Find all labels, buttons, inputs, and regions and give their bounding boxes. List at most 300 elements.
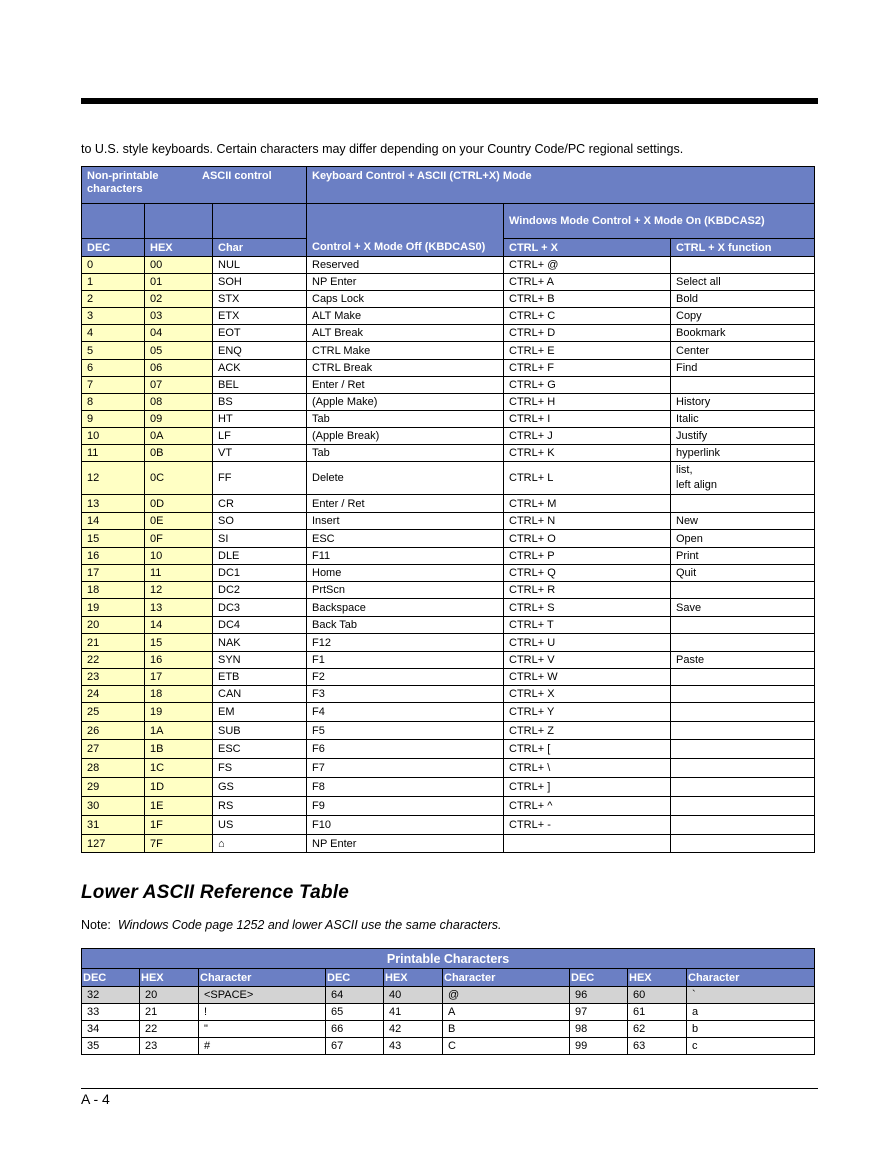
mode-off-cell: F6: [307, 740, 504, 759]
dec-cell: 16: [82, 548, 145, 565]
hex-cell: 01: [145, 274, 213, 291]
hex-cell: 18: [145, 686, 213, 703]
ctrlx-function-cell: [671, 778, 815, 797]
table-row: [82, 722, 815, 740]
dec-cell: 31: [82, 816, 145, 835]
char-cell: STX: [213, 291, 307, 308]
dec-cell: 13: [82, 495, 145, 513]
table-row: [82, 652, 815, 669]
table-row: [82, 634, 815, 652]
dec-cell: 67: [326, 1038, 384, 1055]
hex-cell: 61: [628, 1004, 687, 1021]
ascii-control-label: ASCII control: [202, 170, 272, 182]
mode-off-cell: Reserved: [307, 257, 504, 274]
mode-off-cell: Delete: [307, 462, 504, 495]
col-ctrlx-header: CTRL + X: [504, 239, 671, 257]
mode-off-cell: F3: [307, 686, 504, 703]
dec-cell: 7: [82, 377, 145, 394]
hex-cell: 03: [145, 308, 213, 325]
table-row: [82, 342, 815, 360]
table-row: [82, 325, 815, 342]
hex-cell: 41: [384, 1004, 443, 1021]
printable-column-headers: [82, 969, 815, 987]
ctrlx-function-cell: [671, 257, 815, 274]
lower-ascii-heading: Lower ASCII Reference Table: [81, 882, 349, 903]
table-row: [82, 669, 815, 686]
column-header: Character: [687, 969, 815, 987]
hex-cell: 42: [384, 1021, 443, 1038]
hex-cell: 12: [145, 582, 213, 599]
ctrlx-function-cell: [671, 582, 815, 599]
char-cell: DC4: [213, 617, 307, 634]
dec-cell: 3: [82, 308, 145, 325]
dec-cell: 9: [82, 411, 145, 428]
printable-table-body: [82, 987, 815, 1055]
hex-cell: 0D: [145, 495, 213, 513]
table-row: [82, 377, 815, 394]
hex-cell: 0C: [145, 462, 213, 495]
ctrlx-function-cell: list, left align: [671, 462, 815, 495]
char-cell: CR: [213, 495, 307, 513]
dec-cell: 34: [82, 1021, 140, 1038]
ctrlx-cell: CTRL+ R: [504, 582, 671, 599]
hex-cell: 14: [145, 617, 213, 634]
ctrlx-function-cell: [671, 797, 815, 816]
hex-cell: 16: [145, 652, 213, 669]
table-row: [82, 274, 815, 291]
dec-cell: 26: [82, 722, 145, 740]
char-cell: EM: [213, 703, 307, 722]
dec-cell: 24: [82, 686, 145, 703]
char-cell: FS: [213, 759, 307, 778]
character-cell: A: [443, 1004, 570, 1021]
ctrlx-function-cell: Bookmark: [671, 325, 815, 342]
ctrlx-cell: CTRL+ Y: [504, 703, 671, 722]
ctrlx-function-cell: Center: [671, 342, 815, 360]
dec-cell: 30: [82, 797, 145, 816]
mode-off-cell: Home: [307, 565, 504, 582]
char-cell: ACK: [213, 360, 307, 377]
char-cell: BS: [213, 394, 307, 411]
col-char-header: Char: [213, 239, 307, 257]
hex-cell: 20: [140, 987, 199, 1004]
dec-cell: 97: [570, 1004, 628, 1021]
hex-cell: 09: [145, 411, 213, 428]
table-row: [82, 308, 815, 325]
blank-header-cell: [213, 204, 307, 239]
character-cell: #: [199, 1038, 326, 1055]
ctrlx-function-cell: [671, 703, 815, 722]
windows-mode-header: Windows Mode Control + X Mode On (KBDCAS2): [504, 204, 815, 239]
mode-off-cell: F1: [307, 652, 504, 669]
hex-cell: 1C: [145, 759, 213, 778]
dec-cell: 0: [82, 257, 145, 274]
mode-off-cell: CTRL Break: [307, 360, 504, 377]
mode-off-cell: (Apple Break): [307, 428, 504, 445]
ctrlx-cell: CTRL+ V: [504, 652, 671, 669]
note-label: Note:: [81, 918, 111, 932]
hex-cell: 1B: [145, 740, 213, 759]
character-cell: @: [443, 987, 570, 1004]
mode-off-cell: NP Enter: [307, 835, 504, 853]
col-dec-header: DEC: [82, 239, 145, 257]
table-row: [82, 530, 815, 548]
ctrlx-function-cell: [671, 686, 815, 703]
note-text: Windows Code page 1252 and lower ASCII use the same characters.: [117, 918, 502, 932]
char-cell: SYN: [213, 652, 307, 669]
ctrlx-function-cell: [671, 495, 815, 513]
mode-off-cell: F11: [307, 548, 504, 565]
table-row: [82, 835, 815, 853]
dec-cell: 33: [82, 1004, 140, 1021]
hex-cell: 22: [140, 1021, 199, 1038]
hex-cell: 13: [145, 599, 213, 617]
ctrlx-cell: CTRL+ E: [504, 342, 671, 360]
char-cell: CAN: [213, 686, 307, 703]
hex-cell: 0B: [145, 445, 213, 462]
ctrlx-cell: CTRL+ X: [504, 686, 671, 703]
mode-off-cell: Tab: [307, 445, 504, 462]
nonprintable-header: [82, 167, 307, 204]
ctrlx-cell: CTRL+ K: [504, 445, 671, 462]
dec-cell: 22: [82, 652, 145, 669]
character-cell: ": [199, 1021, 326, 1038]
dec-cell: 6: [82, 360, 145, 377]
table-row: [82, 778, 815, 797]
ctrlx-cell: CTRL+ U: [504, 634, 671, 652]
ctrlx-function-cell: Copy: [671, 308, 815, 325]
hex-cell: 1E: [145, 797, 213, 816]
hex-cell: 19: [145, 703, 213, 722]
hex-cell: 05: [145, 342, 213, 360]
ctrlx-function-cell: Save: [671, 599, 815, 617]
column-header: HEX: [384, 969, 443, 987]
char-cell: VT: [213, 445, 307, 462]
ctrlx-cell: CTRL+ M: [504, 495, 671, 513]
hex-cell: 11: [145, 565, 213, 582]
dec-cell: 65: [326, 1004, 384, 1021]
hex-cell: 0E: [145, 513, 213, 530]
char-cell: ETB: [213, 669, 307, 686]
dec-cell: 64: [326, 987, 384, 1004]
mode-off-cell: Tab: [307, 411, 504, 428]
mode-off-cell: Caps Lock: [307, 291, 504, 308]
ctrlx-cell: CTRL+ [: [504, 740, 671, 759]
ctrlx-function-cell: [671, 377, 815, 394]
hex-cell: 00: [145, 257, 213, 274]
mode-off-cell: ALT Break: [307, 325, 504, 342]
ctrlx-function-cell: [671, 740, 815, 759]
dec-cell: 2: [82, 291, 145, 308]
dec-cell: 14: [82, 513, 145, 530]
dec-cell: 1: [82, 274, 145, 291]
column-header: DEC: [82, 969, 140, 987]
mode-off-cell: ESC: [307, 530, 504, 548]
ctrlx-cell: CTRL+ I: [504, 411, 671, 428]
dec-cell: 18: [82, 582, 145, 599]
hex-cell: 0F: [145, 530, 213, 548]
characters-label: characters: [87, 183, 143, 195]
ctrlx-function-cell: [671, 669, 815, 686]
table-row: [82, 759, 815, 778]
char-cell: SI: [213, 530, 307, 548]
hex-cell: 17: [145, 669, 213, 686]
ctrlx-cell: CTRL+ W: [504, 669, 671, 686]
mode-off-cell: F9: [307, 797, 504, 816]
table-row: [82, 987, 815, 1004]
hex-cell: 08: [145, 394, 213, 411]
ctrlx-cell: CTRL+ N: [504, 513, 671, 530]
nonprintable-label: Non-printable: [87, 170, 159, 182]
ctrlx-function-cell: Justify: [671, 428, 815, 445]
ctrlx-cell: CTRL+ ^: [504, 797, 671, 816]
ctrlx-cell: CTRL+ H: [504, 394, 671, 411]
mode-off-cell: CTRL Make: [307, 342, 504, 360]
mode-off-cell: F4: [307, 703, 504, 722]
ctrlx-cell: CTRL+ B: [504, 291, 671, 308]
table-row: [82, 495, 815, 513]
printable-title: Printable Characters: [82, 949, 815, 969]
char-cell: NUL: [213, 257, 307, 274]
table-row: [82, 686, 815, 703]
char-cell: ENQ: [213, 342, 307, 360]
ctrlx-cell: [504, 835, 671, 853]
column-header: HEX: [628, 969, 687, 987]
char-cell: SOH: [213, 274, 307, 291]
ctrlx-function-cell: Italic: [671, 411, 815, 428]
hex-cell: 1A: [145, 722, 213, 740]
col-mode-off-header: Control + X Mode Off (KBDCAS0): [307, 204, 504, 257]
mode-off-cell: NP Enter: [307, 274, 504, 291]
ctrlx-cell: CTRL+ Q: [504, 565, 671, 582]
hex-cell: 62: [628, 1021, 687, 1038]
intro-text: to U.S. style keyboards. Certain characters may differ depending on your Country Code/PC regional settings.: [81, 142, 684, 156]
mode-off-cell: F5: [307, 722, 504, 740]
dec-cell: 98: [570, 1021, 628, 1038]
dec-cell: 127: [82, 835, 145, 853]
dec-cell: 35: [82, 1038, 140, 1055]
char-cell: NAK: [213, 634, 307, 652]
ctrlx-function-cell: Find: [671, 360, 815, 377]
hex-cell: 1D: [145, 778, 213, 797]
ctrlx-function-cell: Paste: [671, 652, 815, 669]
col-ctrlx-fn-header: CTRL + X function: [671, 239, 815, 257]
character-cell: a: [687, 1004, 815, 1021]
character-cell: c: [687, 1038, 815, 1055]
dec-cell: 19: [82, 599, 145, 617]
character-cell: !: [199, 1004, 326, 1021]
hex-cell: 0A: [145, 428, 213, 445]
hex-cell: 1F: [145, 816, 213, 835]
column-header: Character: [199, 969, 326, 987]
ctrlx-function-cell: hyperlink: [671, 445, 815, 462]
ctrlx-cell: CTRL+ P: [504, 548, 671, 565]
hex-cell: 04: [145, 325, 213, 342]
mode-off-cell: F10: [307, 816, 504, 835]
dec-cell: 15: [82, 530, 145, 548]
char-cell: SUB: [213, 722, 307, 740]
char-cell: DC2: [213, 582, 307, 599]
hex-cell: 63: [628, 1038, 687, 1055]
mode-off-cell: Backspace: [307, 599, 504, 617]
dec-cell: 8: [82, 394, 145, 411]
table-row: [82, 291, 815, 308]
mode-off-cell: ALT Make: [307, 308, 504, 325]
table-row: [82, 548, 815, 565]
table-row: [82, 797, 815, 816]
ctrlx-cell: CTRL+ D: [504, 325, 671, 342]
ctrlx-cell: CTRL+ L: [504, 462, 671, 495]
mode-off-cell: F8: [307, 778, 504, 797]
blank-header-cell: [82, 204, 145, 239]
ctrlx-cell: CTRL+ G: [504, 377, 671, 394]
column-header: DEC: [570, 969, 628, 987]
table-row: [82, 565, 815, 582]
char-cell: FF: [213, 462, 307, 495]
ctrlx-function-cell: [671, 617, 815, 634]
hex-cell: 07: [145, 377, 213, 394]
char-cell: RS: [213, 797, 307, 816]
table-row: [82, 428, 815, 445]
character-cell: <SPACE>: [199, 987, 326, 1004]
ctrlx-function-cell: New: [671, 513, 815, 530]
table-row: [82, 394, 815, 411]
char-cell: US: [213, 816, 307, 835]
mode-off-cell: PrtScn: [307, 582, 504, 599]
table-row: [82, 360, 815, 377]
table-row: [82, 513, 815, 530]
table-row: [82, 740, 815, 759]
char-cell: BEL: [213, 377, 307, 394]
dec-cell: 23: [82, 669, 145, 686]
column-header: Character: [443, 969, 570, 987]
dec-cell: 99: [570, 1038, 628, 1055]
hex-cell: 10: [145, 548, 213, 565]
ctrlx-function-cell: Select all: [671, 274, 815, 291]
character-cell: C: [443, 1038, 570, 1055]
blank-header-cell: [145, 204, 213, 239]
ctrlx-function-cell: Bold: [671, 291, 815, 308]
ascii-control-table: [81, 166, 815, 853]
dec-cell: 32: [82, 987, 140, 1004]
ctrlx-cell: CTRL+ ]: [504, 778, 671, 797]
top-rule: [81, 98, 818, 104]
ctrlx-function-cell: [671, 722, 815, 740]
char-cell: DLE: [213, 548, 307, 565]
mode-off-cell: F7: [307, 759, 504, 778]
bottom-rule: [81, 1088, 818, 1089]
col-hex-header: HEX: [145, 239, 213, 257]
character-cell: B: [443, 1021, 570, 1038]
ctrlx-cell: CTRL+ @: [504, 257, 671, 274]
table-row: [82, 1038, 815, 1055]
dec-cell: 21: [82, 634, 145, 652]
hex-cell: 60: [628, 987, 687, 1004]
char-cell: ⌂: [213, 835, 307, 853]
table-row: [82, 703, 815, 722]
ctrlx-cell: CTRL+ F: [504, 360, 671, 377]
dec-cell: 25: [82, 703, 145, 722]
ctrlx-cell: CTRL+ S: [504, 599, 671, 617]
character-cell: `: [687, 987, 815, 1004]
ctrlx-cell: CTRL+ T: [504, 617, 671, 634]
char-cell: ETX: [213, 308, 307, 325]
column-header: HEX: [140, 969, 199, 987]
dec-cell: 10: [82, 428, 145, 445]
character-cell: b: [687, 1021, 815, 1038]
printable-characters-table: [81, 948, 815, 1055]
mode-off-cell: F2: [307, 669, 504, 686]
keyboard-mode-header: Keyboard Control + ASCII (CTRL+X) Mode: [307, 167, 815, 204]
ctrlx-function-cell: Print: [671, 548, 815, 565]
dec-cell: 12: [82, 462, 145, 495]
hex-cell: 23: [140, 1038, 199, 1055]
table-row: [82, 462, 815, 495]
table-row: [82, 411, 815, 428]
dec-cell: 17: [82, 565, 145, 582]
mode-off-cell: Insert: [307, 513, 504, 530]
dec-cell: 27: [82, 740, 145, 759]
dec-cell: 96: [570, 987, 628, 1004]
table-row: [82, 1021, 815, 1038]
hex-cell: 21: [140, 1004, 199, 1021]
ctrlx-function-cell: Quit: [671, 565, 815, 582]
ctrlx-cell: CTRL+ Z: [504, 722, 671, 740]
dec-cell: 11: [82, 445, 145, 462]
table-row: [82, 617, 815, 634]
hex-cell: 40: [384, 987, 443, 1004]
table-row: [82, 257, 815, 274]
ctrlx-cell: CTRL+ \: [504, 759, 671, 778]
note: [81, 918, 502, 932]
char-cell: EOT: [213, 325, 307, 342]
mode-off-cell: (Apple Make): [307, 394, 504, 411]
hex-cell: 15: [145, 634, 213, 652]
control-table-body: [82, 257, 815, 853]
char-cell: ESC: [213, 740, 307, 759]
table-row: [82, 599, 815, 617]
char-cell: LF: [213, 428, 307, 445]
ctrlx-cell: CTRL+ J: [504, 428, 671, 445]
table-row: [82, 816, 815, 835]
char-cell: DC3: [213, 599, 307, 617]
hex-cell: 02: [145, 291, 213, 308]
ctrlx-function-cell: [671, 759, 815, 778]
table-row: [82, 445, 815, 462]
char-cell: SO: [213, 513, 307, 530]
ctrlx-function-cell: History: [671, 394, 815, 411]
dec-cell: 20: [82, 617, 145, 634]
char-cell: DC1: [213, 565, 307, 582]
ctrlx-function-cell: [671, 816, 815, 835]
dec-cell: 66: [326, 1021, 384, 1038]
ctrlx-cell: CTRL+ O: [504, 530, 671, 548]
ctrlx-cell: CTRL+ -: [504, 816, 671, 835]
char-cell: HT: [213, 411, 307, 428]
hex-cell: 7F: [145, 835, 213, 853]
hex-cell: 43: [384, 1038, 443, 1055]
table-row: [82, 582, 815, 599]
mode-off-cell: F12: [307, 634, 504, 652]
dec-cell: 29: [82, 778, 145, 797]
ctrlx-cell: CTRL+ A: [504, 274, 671, 291]
column-header: DEC: [326, 969, 384, 987]
page-number: A - 4: [81, 1091, 110, 1107]
dec-cell: 4: [82, 325, 145, 342]
dec-cell: 5: [82, 342, 145, 360]
ctrlx-function-cell: [671, 634, 815, 652]
mode-off-cell: Enter / Ret: [307, 377, 504, 394]
